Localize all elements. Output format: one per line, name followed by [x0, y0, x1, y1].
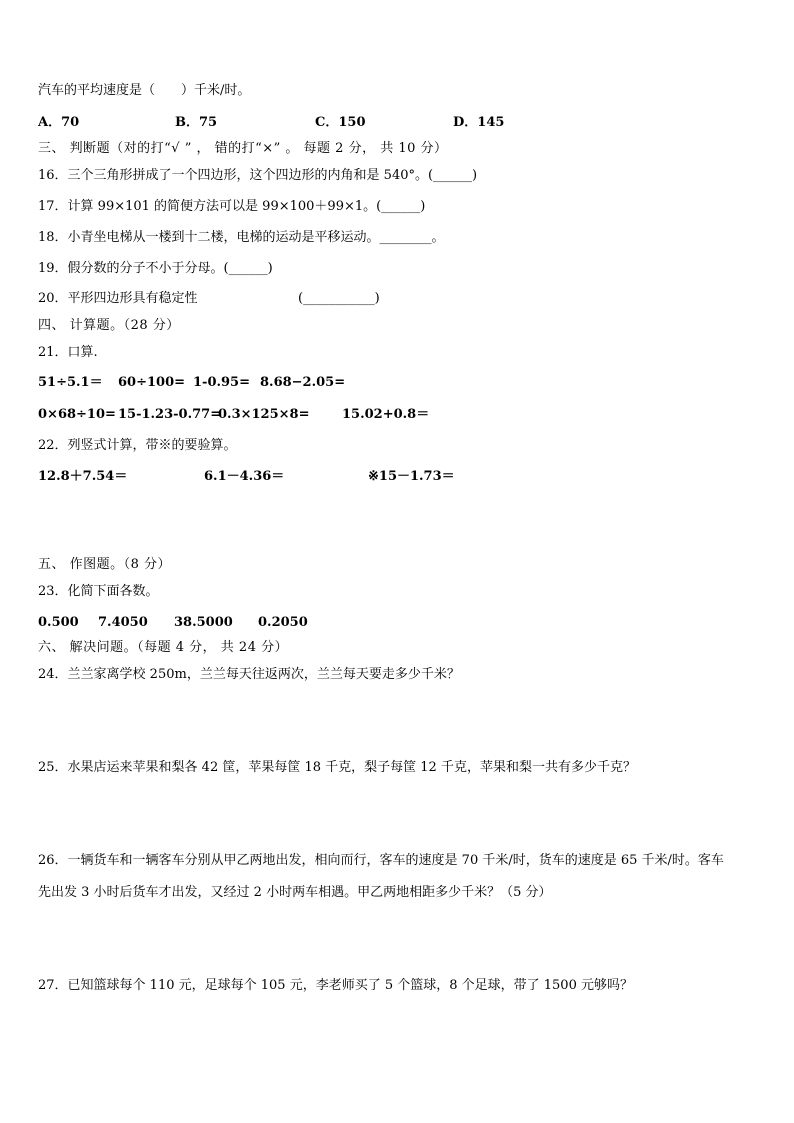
vertical-calc-item: 6.1－4.36＝: [204, 469, 285, 484]
number-item: 0.2050: [258, 615, 308, 630]
question-24: 24．兰兰家离学校 250m，兰兰每天往返两次，兰兰每天要走多少千米？: [38, 667, 460, 682]
question-23-row: [38, 614, 308, 632]
question-15-options: [38, 114, 504, 132]
question-22: 22．列竖式计算，带※的要验算。: [38, 438, 237, 453]
question-20-blank: (___________): [298, 291, 380, 306]
calc-item: 0×68÷10=: [38, 407, 116, 422]
section-4-heading: 四、 计算题。（28 分）: [38, 318, 180, 333]
section-3-heading: 三、 判断题（对的打“√ ” ， 错的打“×” 。 每题 2 分， 共 10 分）: [38, 141, 448, 156]
section-5-heading: 五、 作图题。（8 分）: [38, 557, 172, 572]
number-item: 38.5000: [174, 615, 233, 630]
vertical-calc-item: 12.8＋7.54＝: [38, 469, 128, 484]
calc-item: 1-0.95=: [193, 375, 250, 390]
option-b: B．75: [175, 115, 218, 130]
option-c: C．150: [315, 115, 366, 130]
question-19: 19．假分数的分子不小于分母。(______): [38, 261, 273, 276]
number-item: 0.500: [38, 615, 79, 630]
question-22-row: [38, 468, 455, 486]
question-16: 16．三个三角形拼成了一个四边形，这个四边形的内角和是 540°。(______): [38, 168, 478, 183]
question-21-row-2: [38, 406, 429, 424]
option-a: A．70: [38, 115, 80, 130]
calc-item: 0.3×125×8=: [218, 407, 310, 422]
vertical-calc-item: ※15－1.73＝: [368, 469, 455, 484]
question-18: 18．小青坐电梯从一楼到十二楼，电梯的运动是平移运动。________。: [38, 230, 445, 245]
question-26-line-2: 先出发 3 小时后货车才出发，又经过 2 小时两车相遇。甲乙两地相距多少千米？（5 分）: [38, 885, 552, 900]
question-21: 21．口算.: [38, 345, 98, 360]
question-27: 27．已知篮球每个 110 元，足球每个 105 元，李老师买了 5 个篮球，8 个足球，带了 1500 元够吗？: [38, 978, 633, 993]
question-26-line-1: 26．一辆货车和一辆客车分别从甲乙两地出发，相向而行，客车的速度是 70 千米/时，货车的速度是 65 千米/时。客车: [38, 853, 724, 868]
calc-item: 51÷5.1＝: [38, 375, 103, 390]
question-15-stem: 汽车的平均速度是（ ）千米/时。: [38, 83, 251, 98]
option-d: D．145: [453, 115, 505, 130]
question-25: 25．水果店运来苹果和梨各 42 筐，苹果每筐 18 千克，梨子每筐 12 千克，苹果和梨一共有多少千克？: [38, 760, 636, 775]
number-item: 7.4050: [98, 615, 148, 630]
question-21-row-1: [38, 374, 345, 392]
calc-item: 15.02+0.8＝: [342, 407, 430, 422]
question-20-text: 20．平形四边形具有稳定性: [38, 291, 198, 306]
calc-item: 15-1.23-0.77=: [118, 407, 222, 422]
question-17: 17．计算 99×101 的简便方法可以是 99×100＋99×1。(______): [38, 199, 426, 214]
question-23: 23．化简下面各数。: [38, 584, 159, 599]
question-20: [38, 290, 380, 308]
section-6-heading: 六、 解决问题。（每题 4 分， 共 24 分）: [38, 640, 289, 655]
calc-item: 8.68−2.05=: [260, 375, 346, 390]
calc-item: 60÷100=: [118, 375, 186, 390]
